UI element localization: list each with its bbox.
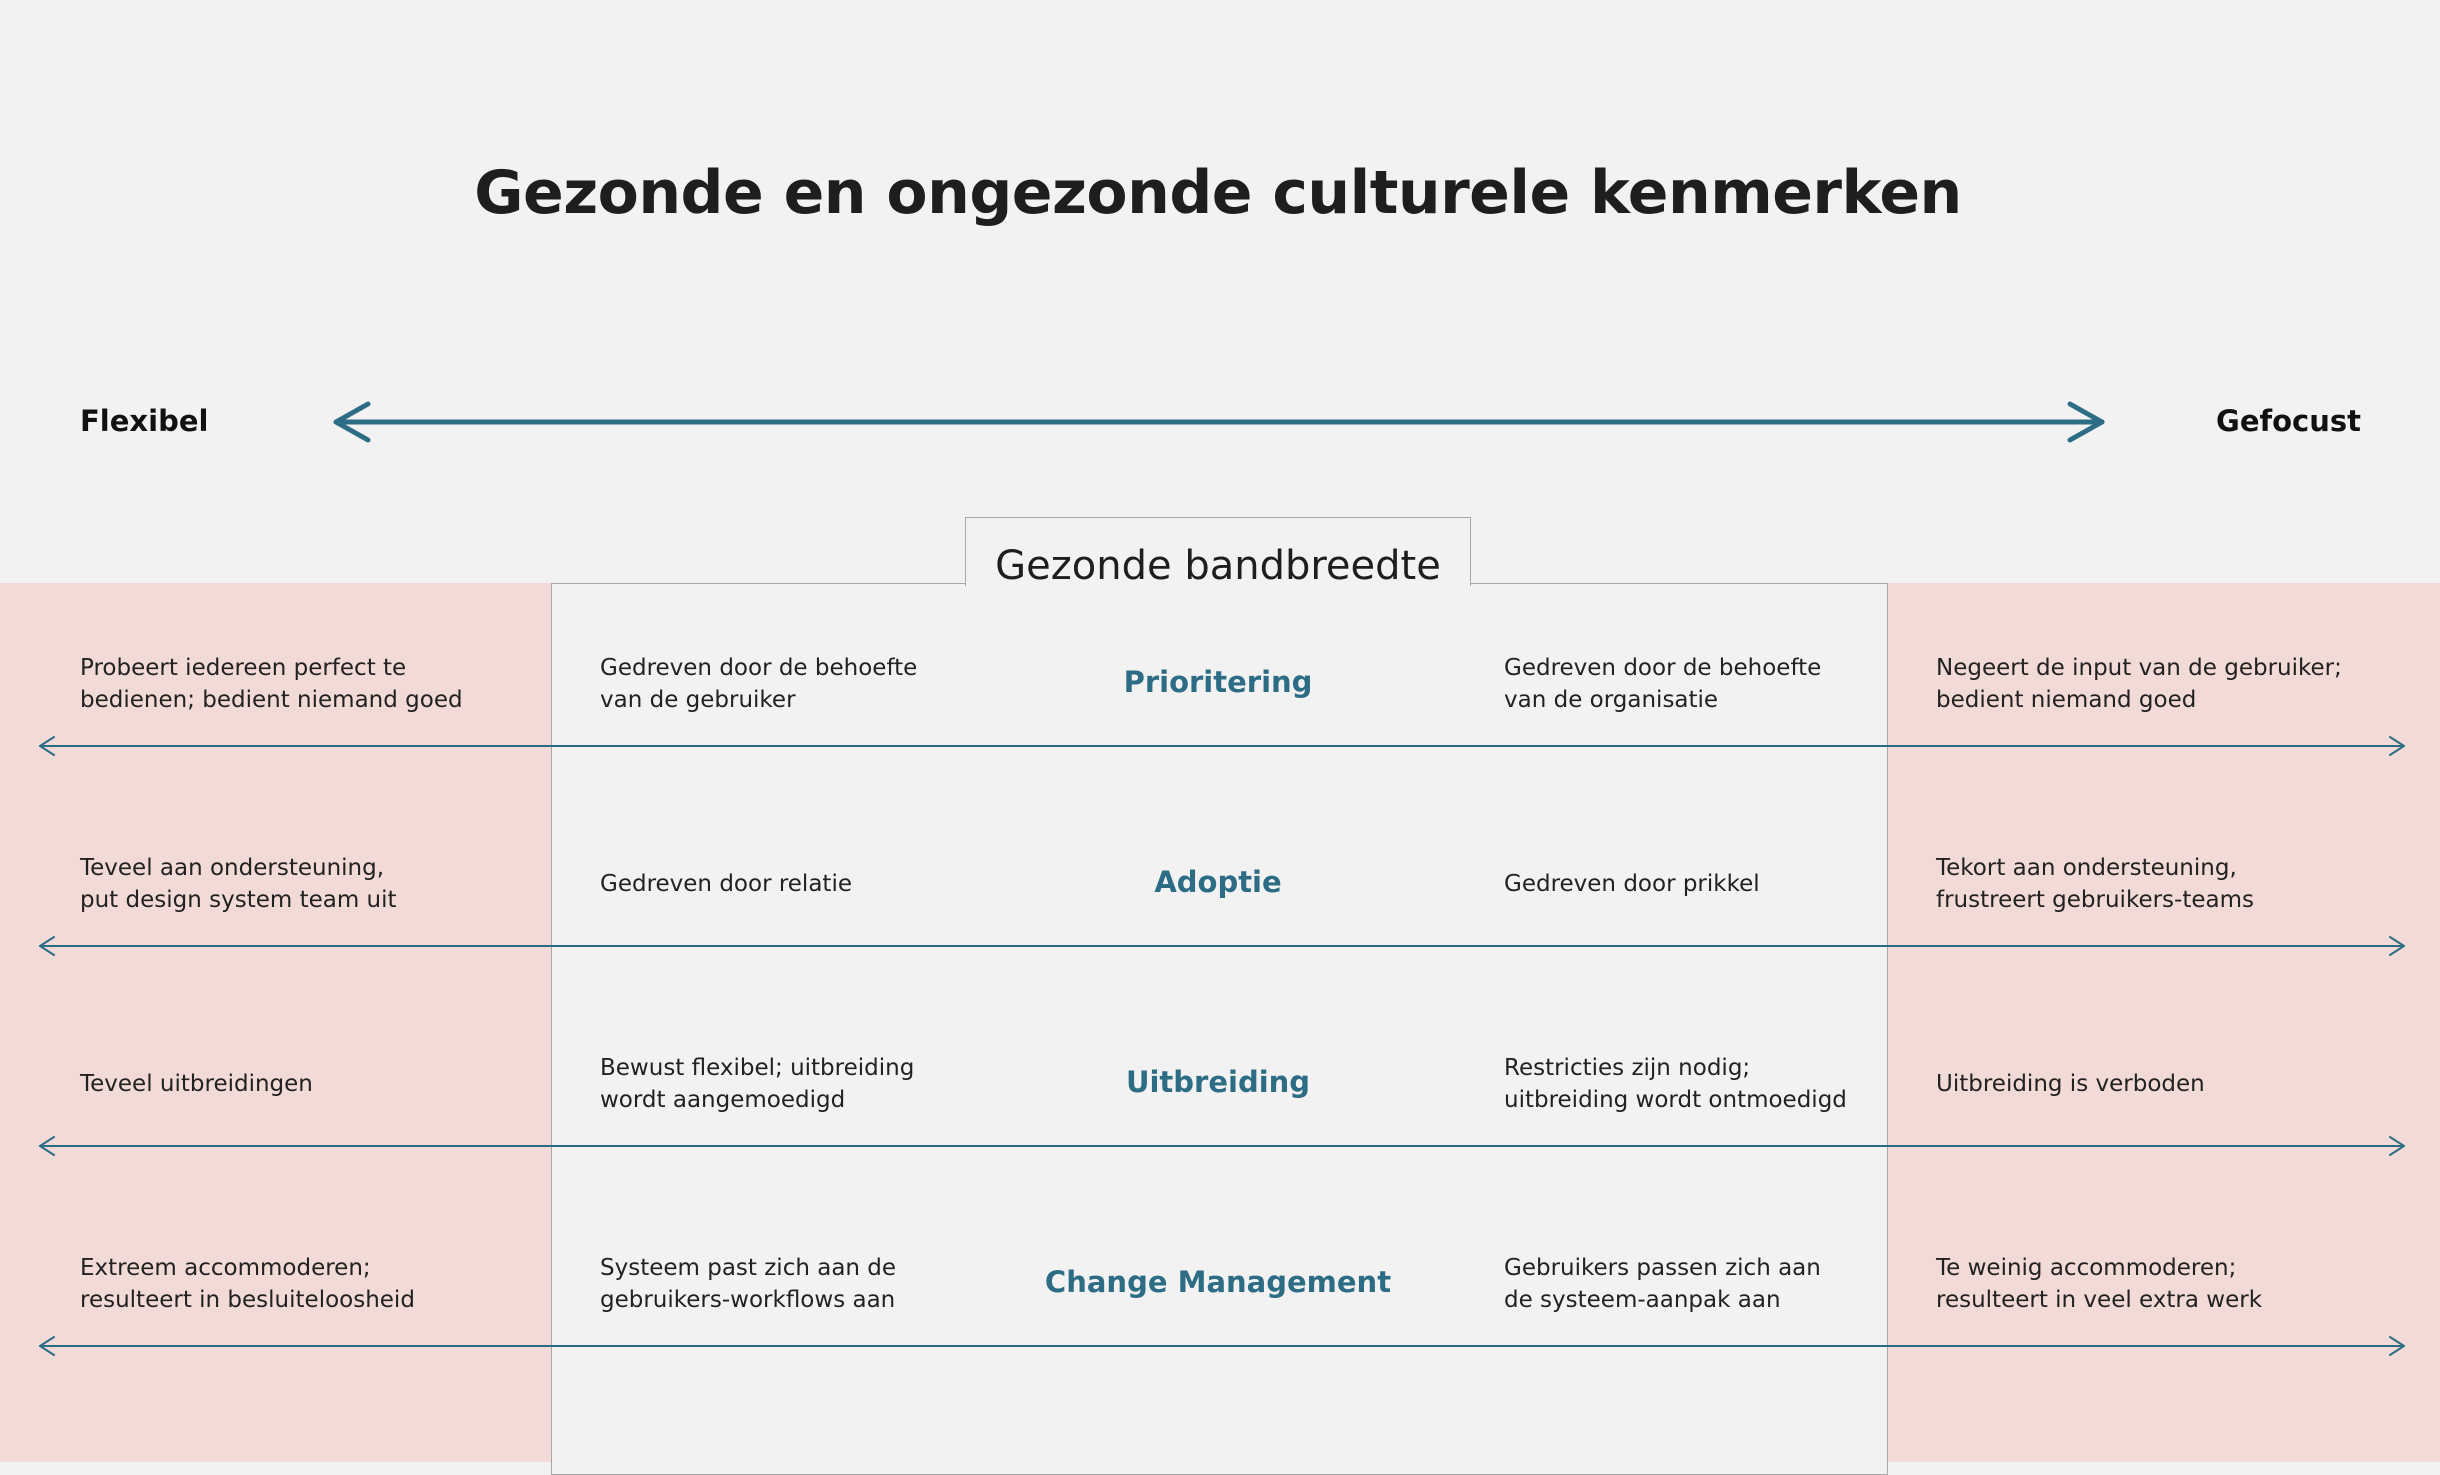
- row-1-healthy-flexible: Gedreven door de behoefte van de gebruiker: [600, 655, 918, 713]
- page-title: Gezonde en ongezonde culturele kenmerken: [474, 158, 1962, 228]
- axis-label-flexible: Flexibel: [80, 404, 209, 438]
- row-4-healthy-focused: Gebruikers passen zich aan de systeem-aanpak aan: [1504, 1255, 1821, 1313]
- row-3-healthy-flexible: Bewust flexibel; uitbreiding wordt aangemoedigd: [600, 1055, 915, 1113]
- row-4-category: Change Management: [1044, 1265, 1392, 1299]
- row-4-unhealthy-focused: Te weinig accommoderen; resulteert in veel extra werk: [1936, 1255, 2263, 1313]
- row-2-healthy-focused: Gedreven door prikkel: [1504, 871, 1760, 897]
- row-3-unhealthy-focused: Uitbreiding is verboden: [1936, 1071, 2205, 1097]
- row-2-unhealthy-focused: Tekort aan ondersteuning, frustreert gebruikers-teams: [1936, 855, 2254, 913]
- spectrum-arrow: [0, 0, 2440, 600]
- row-4-healthy-flexible: Systeem past zich aan de gebruikers-workflows aan: [600, 1255, 897, 1313]
- row-4-unhealthy-flexible: Extreem accommoderen; resulteert in besluiteloosheid: [80, 1255, 415, 1313]
- healthy-bandwidth-label: Gezonde bandbreedte: [965, 517, 1471, 586]
- healthy-bandwidth-zone: [551, 583, 1888, 1475]
- row-3-unhealthy-flexible: Teveel uitbreidingen: [80, 1071, 313, 1097]
- row-3-healthy-focused: Restricties zijn nodig; uitbreiding wordt ontmoedigd: [1504, 1055, 1847, 1113]
- row-2-healthy-flexible: Gedreven door relatie: [600, 871, 852, 897]
- row-1-category: Prioritering: [1123, 665, 1313, 699]
- row-1-healthy-focused: Gedreven door de behoefte van de organisatie: [1504, 655, 1822, 713]
- row-3-category: Uitbreiding: [1125, 1065, 1311, 1099]
- row-1-unhealthy-flexible: Probeert iedereen perfect te bedienen; bedient niemand goed: [80, 655, 463, 713]
- row-2-unhealthy-flexible: Teveel aan ondersteuning, put design system team uit: [80, 855, 397, 913]
- axis-label-focused: Gefocust: [2216, 404, 2361, 438]
- row-2-category: Adoptie: [1154, 865, 1282, 899]
- row-1-unhealthy-focused: Negeert de input van de gebruiker; bedient niemand goed: [1936, 655, 2342, 713]
